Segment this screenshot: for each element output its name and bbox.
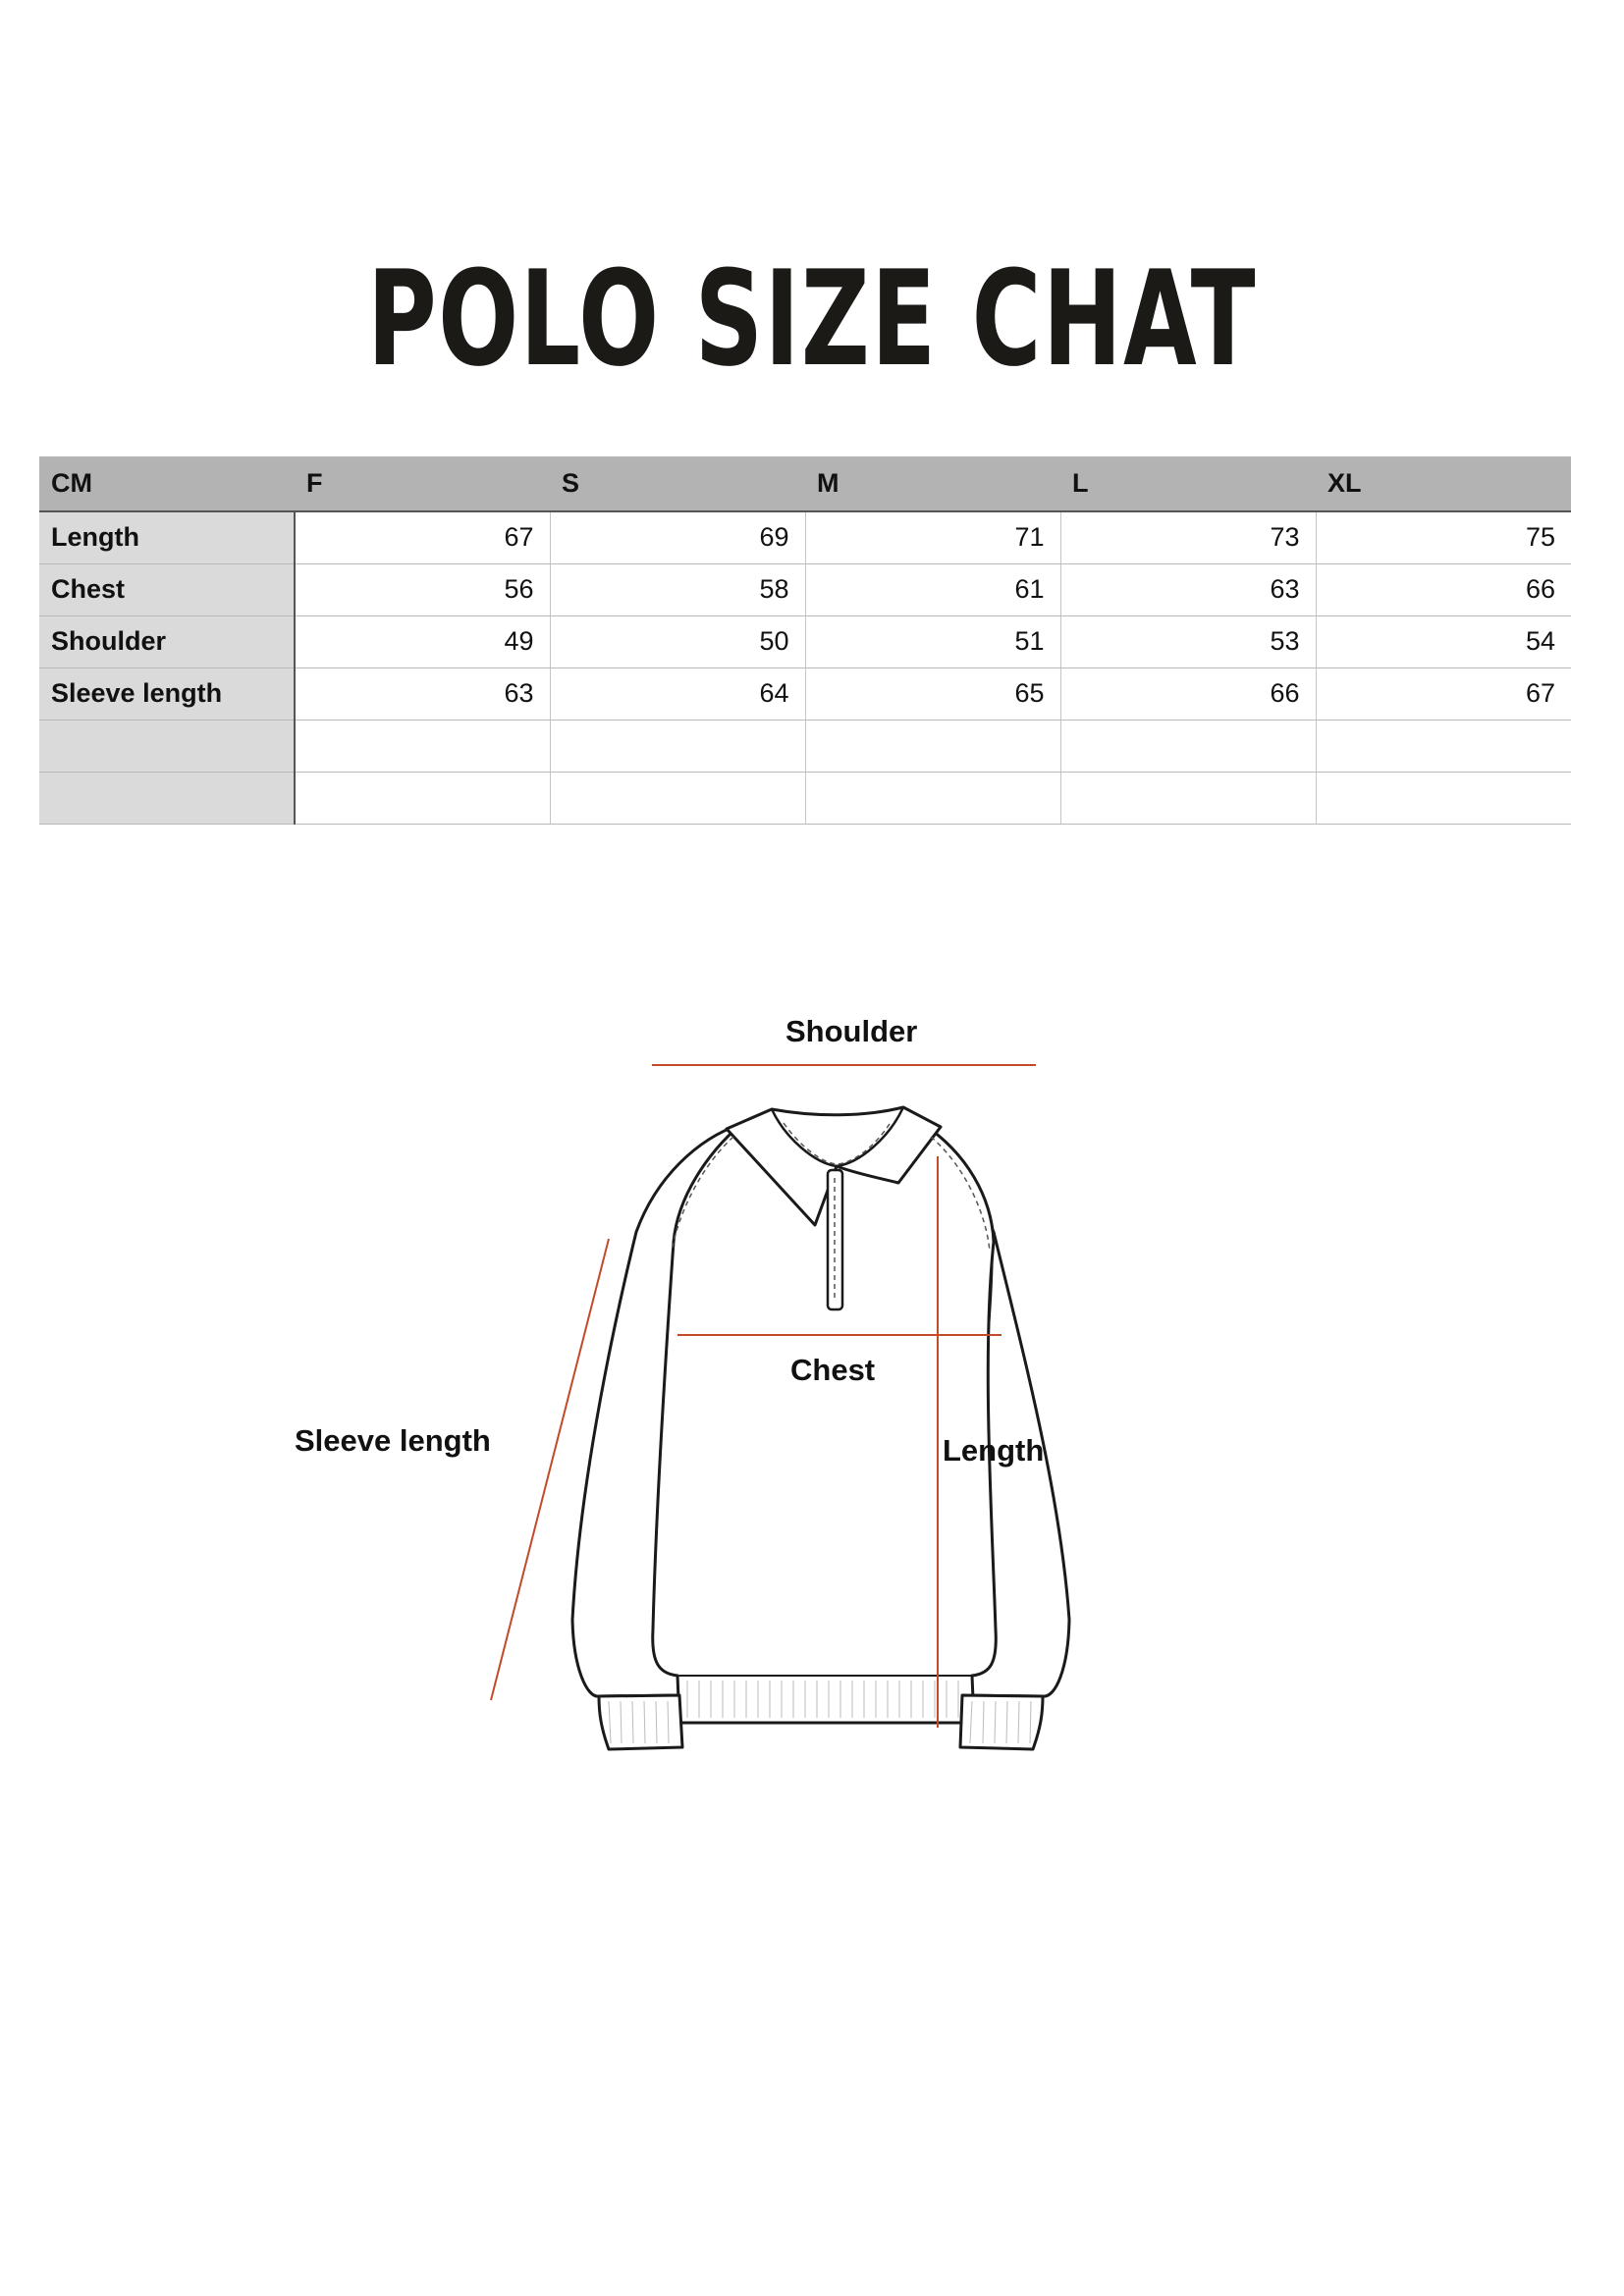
size-header-xl: XL [1316, 456, 1571, 511]
row-label: Shoulder [39, 615, 295, 667]
table-cell: 64 [550, 667, 805, 720]
table-cell: 71 [805, 511, 1060, 563]
size-header-s: S [550, 456, 805, 511]
unit-header: CM [39, 456, 295, 511]
row-label: Length [39, 511, 295, 563]
table-cell: 65 [805, 667, 1060, 720]
row-label: Sleeve length [39, 667, 295, 720]
table-cell: 63 [295, 667, 550, 720]
size-header-f: F [295, 456, 550, 511]
size-header-l: L [1060, 456, 1316, 511]
size-header-m: M [805, 456, 1060, 511]
table-cell: 73 [1060, 511, 1316, 563]
table-cell: 63 [1060, 563, 1316, 615]
shoulder-label: Shoulder [785, 1014, 918, 1048]
table-cell: 69 [550, 511, 805, 563]
table-cell: 58 [550, 563, 805, 615]
left-cuff [599, 1695, 682, 1749]
table-cell: 75 [1316, 511, 1571, 563]
table-cell: 67 [295, 511, 550, 563]
table-cell: 51 [805, 615, 1060, 667]
table-cell: 49 [295, 615, 550, 667]
polo-sweater-illustration [572, 1107, 1069, 1749]
table-cell: 66 [1316, 563, 1571, 615]
table-cell: 53 [1060, 615, 1316, 667]
table-cell: 56 [295, 563, 550, 615]
table-cell: 50 [550, 615, 805, 667]
table-cell: 61 [805, 563, 1060, 615]
sleeve-length-label: Sleeve length [295, 1423, 491, 1458]
chest-label: Chest [790, 1353, 876, 1387]
table-cell: 54 [1316, 615, 1571, 667]
row-label: Chest [39, 563, 295, 615]
page-title: POLO SIZE CHAT [367, 242, 1257, 396]
garment-body [653, 1119, 997, 1723]
table-cell: 67 [1316, 667, 1571, 720]
length-label: Length [943, 1433, 1045, 1468]
table-cell: 66 [1060, 667, 1316, 720]
